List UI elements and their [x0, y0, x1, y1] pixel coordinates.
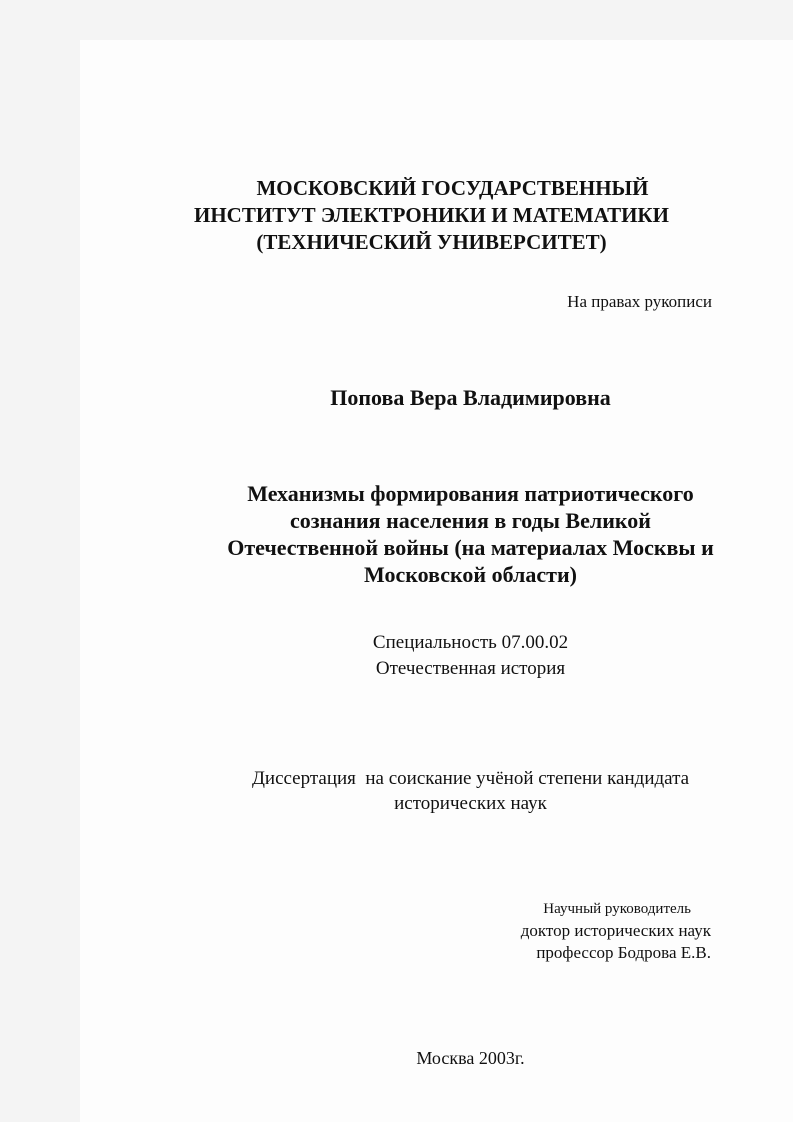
institution-line-2: ИНСТИТУТ ЭЛЕКТРОНИКИ И МАТЕМАТИКИ	[194, 203, 669, 227]
institution-header	[0, 175, 793, 256]
place-year: Москва 2003г.	[416, 1048, 525, 1068]
dissertation-line-2: исторических наук	[394, 793, 547, 814]
specialty-code: Специальность 07.00.02	[372, 632, 569, 653]
specialty-name: Отечественная история	[375, 658, 566, 679]
institution-line-1: МОСКОВСКИЙ ГОСУДАРСТВЕННЫЙ	[256, 176, 649, 200]
title-line-2: сознания населения в годы Великой	[290, 508, 651, 533]
supervisor-degree: доктор исторических наук	[520, 921, 711, 940]
author-name: Попова Вера Владимировна	[330, 385, 611, 410]
supervisor-role: Научный руководитель	[543, 901, 691, 917]
title-line-4: Московской области)	[364, 562, 577, 587]
dissertation-statement	[0, 766, 793, 816]
supervisor-block	[521, 898, 711, 964]
institution-line-3: (ТЕХНИЧЕСКИЙ УНИВЕРСИТЕТ)	[256, 230, 607, 254]
specialty	[0, 630, 793, 682]
title-line-3: Отечественной войны (на материалах Москвы и	[227, 535, 714, 560]
rights-note: На правах рукописи	[567, 292, 712, 311]
dissertation-title	[0, 480, 793, 588]
title-line-1: Механизмы формирования патриотического	[247, 481, 694, 506]
dissertation-line-1: Диссертация на соискание учёной степени кандидата	[251, 768, 690, 789]
supervisor-name: профессор Бодрова Е.В.	[536, 943, 711, 962]
